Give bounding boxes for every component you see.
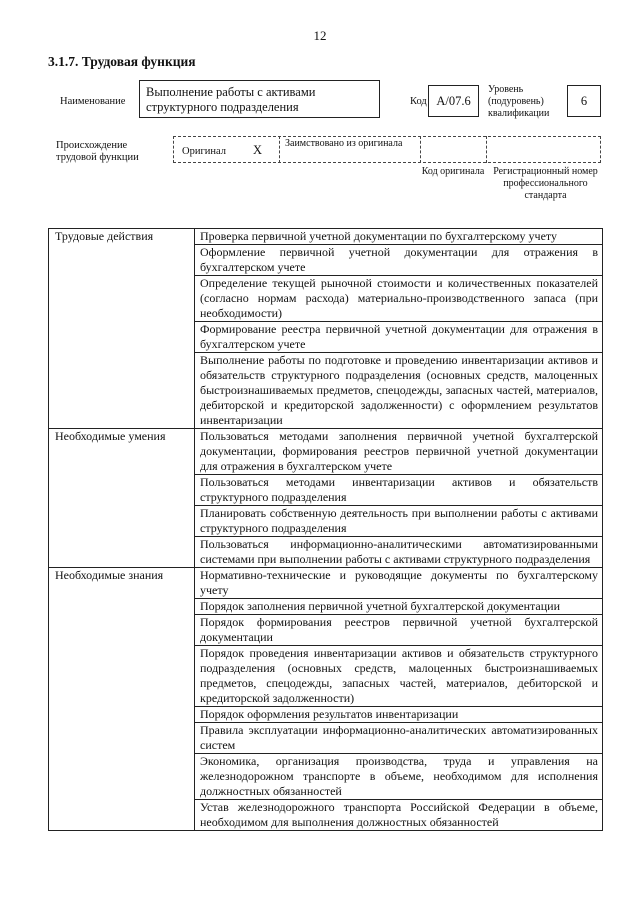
name-label: Наименование	[60, 96, 126, 107]
code-value: А/07.6	[428, 85, 479, 117]
section-category: Необходимые знания	[49, 568, 195, 831]
section-item: Порядок оформления результатов инвентаризации	[195, 707, 603, 723]
origin-divider-1	[279, 136, 281, 163]
section-item: Планировать собственную деятельность при выполнении работы с активами структурного подразделения	[195, 506, 603, 537]
origin-label: Происхождение трудовой функции	[56, 140, 139, 163]
section-category: Трудовые действия	[49, 229, 195, 429]
section-item: Пользоваться методами заполнения первичной учетной бухгалтерской документации, формирования реестров первичной учетной документации для отражения в бухгалтерском учете	[195, 429, 603, 475]
table-row	[49, 568, 603, 599]
section-title: 3.1.7. Трудовая функция	[48, 54, 196, 69]
code-label: Код	[410, 96, 427, 107]
section-item: Оформление первичной учетной документации для отражения в бухгалтерском учете	[195, 245, 603, 276]
page-number: 12	[313, 28, 327, 43]
section-item: Правила эксплуатации информационно-аналитических автоматизированных систем	[195, 723, 603, 754]
section-item: Пользоваться методами инвентаризации активов и обязательств структурного подразделения	[195, 475, 603, 506]
name-value-box	[139, 80, 380, 118]
name-value: Выполнение работы с активами структурного подразделения	[146, 85, 316, 114]
code-original-label: Код оригинала	[421, 166, 485, 177]
section-item: Устав железнодорожного транспорта Российской Федерации в объеме, необходимом для выполнения должностных обязанностей	[195, 800, 603, 831]
borrowed-label: Заимствовано из оригинала	[285, 138, 403, 149]
section-item: Пользоваться информационно-аналитическими автоматизированными системами при выполнении работы с активами структурного подразделения	[195, 537, 603, 568]
section-item: Порядок формирования реестров первичной учетной бухгалтерской документации	[195, 615, 603, 646]
section-item: Порядок проведения инвентаризации активов и обязательств структурного подразделения (основных средств, малоценных быстроизнашиваемых предметов, спецодежды, запасных частей, материалов, дебиторской и кредиторской задолженности)	[195, 646, 603, 707]
reg-number-label: Регистрационный номер профессионального стандарта	[493, 166, 598, 201]
origin-divider-3	[486, 136, 488, 163]
function-table	[48, 228, 603, 831]
section-item: Экономика, организация производства, труда и управления на железнодорожном транспорте в объеме, необходимом для исполнения должностных обязанностей	[195, 754, 603, 800]
section-item: Выполнение работы по подготовке и проведению инвентаризации активов и обязательств структурного подразделения (основных средств, малоценных быстроизнашиваемых предметов, спецодежды, запасных частей, материалов, дебиторской и кредиторской задолженности) с оформлением результатов инвентаризации	[195, 353, 603, 429]
table-row	[49, 429, 603, 475]
section-category: Необходимые умения	[49, 429, 195, 568]
table-row	[49, 229, 603, 245]
level-value: 6	[567, 85, 601, 117]
section-item: Порядок заполнения первичной учетной бухгалтерской документации	[195, 599, 603, 615]
origin-divider-2	[420, 136, 422, 163]
level-label: Уровень (подуровень) квалификации	[488, 84, 550, 119]
section-item: Нормативно-технические и руководящие документы по бухгалтерскому учету	[195, 568, 603, 599]
section-item: Определение текущей рыночной стоимости и количественных показателей (согласно нормам расхода) материально-производственного запаса (при необходимости)	[195, 276, 603, 322]
original-mark: Х	[253, 143, 263, 157]
original-label: Оригинал	[182, 146, 226, 157]
section-item: Формирование реестра первичной учетной документации для отражения в бухгалтерском учете	[195, 322, 603, 353]
section-item: Проверка первичной учетной документации по бухгалтерскому учету	[195, 229, 603, 245]
